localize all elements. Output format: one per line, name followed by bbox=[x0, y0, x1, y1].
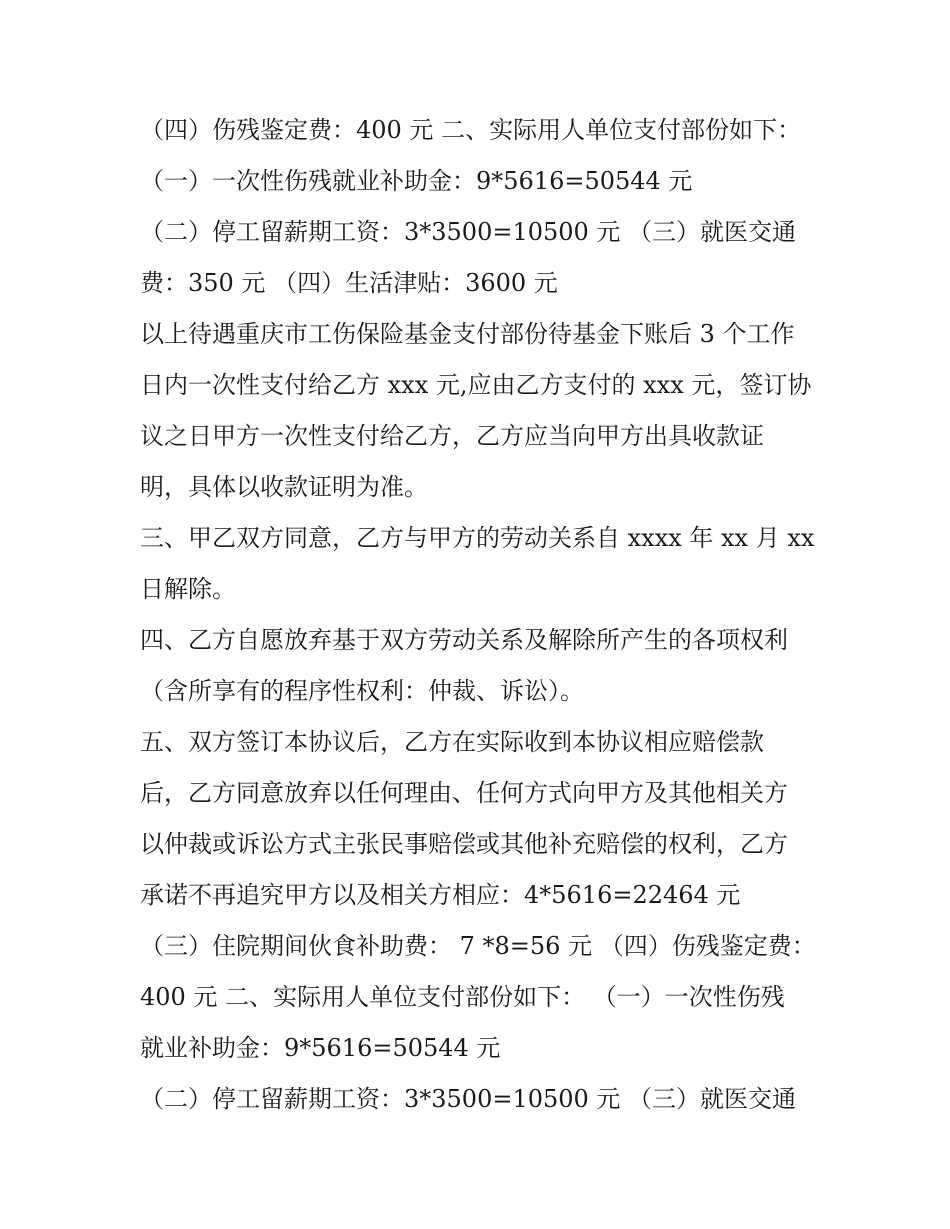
text-line: （二）停工留薪期工资：3*3500=10500 元 （三）就医交通 bbox=[140, 1085, 797, 1113]
text-line: 三、甲乙双方同意，乙方与甲方的劳动关系自 xxxx 年 xx 月 xx bbox=[140, 524, 815, 552]
text-line: 400 元 二、实际用人单位支付部份如下： （一）一次性伤残 bbox=[140, 983, 785, 1011]
text-line: （三）住院期间伙食补助费： 7 *8=56 元 （四）伤残鉴定费： bbox=[140, 932, 816, 960]
text-line: 日内一次性支付给乙方 xxx 元,应由乙方支付的 xxx 元，签订协 bbox=[140, 371, 812, 399]
text-line: 日解除。 bbox=[140, 575, 236, 603]
text-line: 五、双方签订本协议后，乙方在实际收到本协议相应赔偿款 bbox=[140, 728, 764, 756]
text-line: 以仲裁或诉讼方式主张民事赔偿或其他补充赔偿的权利，乙方 bbox=[140, 830, 788, 858]
text-line: 议之日甲方一次性支付给乙方，乙方应当向甲方出具收款证 bbox=[140, 422, 764, 450]
text-line: 费：350 元 （四）生活津贴：3600 元 bbox=[140, 269, 558, 297]
text-line: 承诺不再追究甲方以及相关方相应：4*5616=22464 元 bbox=[140, 881, 741, 909]
text-line: （四）伤残鉴定费：400 元 二、实际用人单位支付部份如下： bbox=[140, 116, 802, 144]
text-line: （含所享有的程序性权利：仲裁、诉讼）。 bbox=[140, 677, 584, 705]
text-line: （二）停工留薪期工资：3*3500=10500 元 （三）就医交通 bbox=[140, 218, 797, 246]
text-line: （一）一次性伤残就业补助金：9*5616=50544 元 bbox=[140, 167, 693, 195]
text-line: 明，具体以收款证明为准。 bbox=[140, 473, 428, 501]
document-body bbox=[140, 105, 820, 1125]
text-line: 后，乙方同意放弃以任何理由、任何方式向甲方及其他相关方 bbox=[140, 779, 788, 807]
text-line: 就业补助金：9*5616=50544 元 bbox=[140, 1034, 501, 1062]
text-line: 以上待遇重庆市工伤保险基金支付部份待基金下账后 3 个工作 bbox=[140, 320, 795, 348]
text-line: 四、乙方自愿放弃基于双方劳动关系及解除所产生的各项权利 bbox=[140, 626, 788, 654]
